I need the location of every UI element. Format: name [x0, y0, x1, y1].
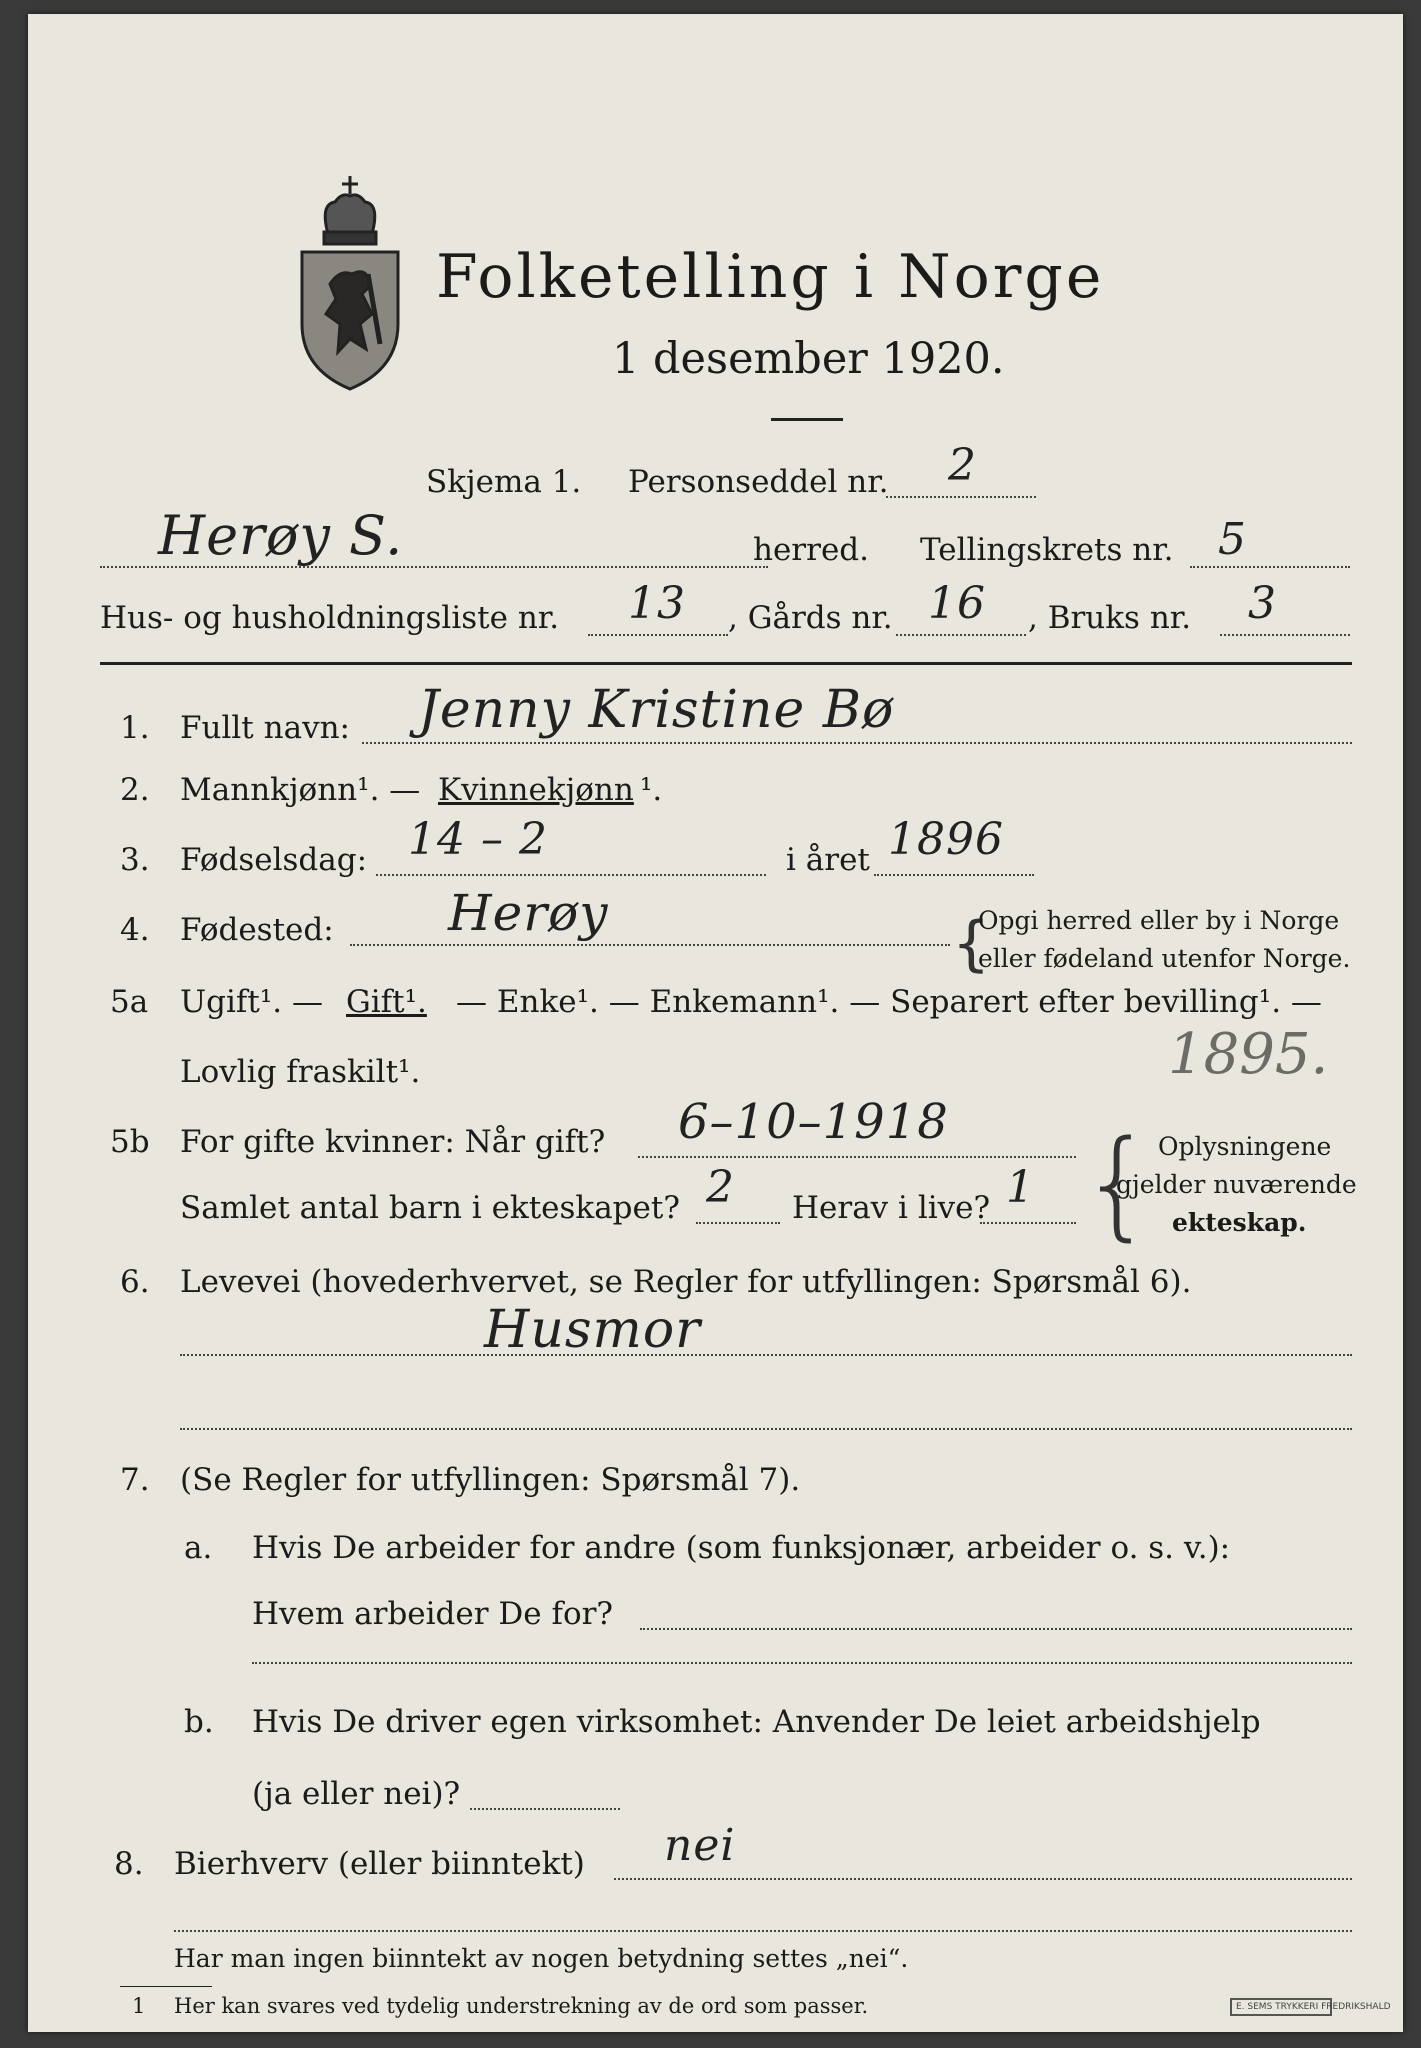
q7b-letter: b. — [184, 1704, 214, 1740]
form-title: Folketelling i Norge — [436, 242, 1105, 312]
q5b-children-line — [696, 1222, 780, 1224]
q5b-alive-line — [980, 1222, 1076, 1224]
q7b-label: Hvis De driver egen virksomhet: Anvender De leiet arbeidshjelp — [252, 1704, 1261, 1740]
q4-label: Fødested: — [180, 912, 334, 948]
q1-value: Jenny Kristine Bø — [418, 680, 895, 740]
husliste-value: 13 — [628, 578, 686, 629]
bruks-label: , Bruks nr. — [1028, 600, 1192, 636]
husliste-label: Hus- og husholdningsliste nr. — [100, 600, 560, 636]
q5a-margin-note: 1895. — [1168, 1022, 1329, 1087]
q4-note-2: eller fødeland utenfor Norge. — [978, 944, 1351, 973]
q5b-children-label: Samlet antal barn i ekteskapet? — [180, 1190, 680, 1226]
q5b-value: 6–10–1918 — [678, 1094, 949, 1150]
q5b-children-value: 2 — [706, 1162, 735, 1213]
q5b-line — [638, 1156, 1076, 1158]
q7-label: (Se Regler for utfyllingen: Spørsmål 7). — [180, 1462, 801, 1498]
q4-note-1: Opgi herred eller by i Norge — [978, 906, 1340, 935]
q6-line-1 — [180, 1354, 1352, 1356]
q5b-brace: { — [1080, 1114, 1156, 1252]
q7b-line2: (ja eller nei)? — [252, 1776, 461, 1812]
form-date: 1 desember 1920. — [612, 334, 1005, 384]
q2-male: Mannkjønn¹. — — [180, 772, 421, 808]
footnote-number: 1 — [132, 1994, 146, 2018]
q6-value: Husmor — [484, 1300, 701, 1360]
q7-number: 7. — [120, 1462, 150, 1498]
herred-label: herred. — [753, 532, 869, 568]
coat-of-arms-icon — [290, 174, 410, 394]
q6-number: 6. — [120, 1264, 150, 1300]
tellingskrets-value: 5 — [1218, 514, 1247, 565]
header-rule — [100, 662, 1352, 665]
q3-year-line — [874, 874, 1034, 876]
q3-year-label: i året — [786, 842, 870, 878]
q4-number: 4. — [120, 912, 150, 948]
q6-label: Levevei (hovederhvervet, se Regler for utfyllingen: Spørsmål 6). — [180, 1264, 1192, 1300]
q8-number: 8. — [114, 1846, 144, 1882]
q2-number: 2. — [120, 772, 150, 808]
q8-label: Bierhverv (eller biinntekt) — [174, 1846, 585, 1882]
q4-value: Herøy — [448, 884, 609, 942]
q5a-number: 5a — [110, 984, 149, 1020]
skjema-label: Skjema 1. — [426, 464, 582, 500]
q3-line — [376, 874, 766, 876]
q8-line-2 — [174, 1930, 1352, 1932]
q5b-number: 5b — [110, 1124, 150, 1160]
q7a-label: Hvis De arbeider for andre (som funksjonær, arbeider o. s. v.): — [252, 1530, 1231, 1566]
q7a-letter: a. — [184, 1530, 213, 1566]
husliste-line — [588, 634, 728, 636]
q1-number: 1. — [120, 710, 150, 746]
personseddel-line — [886, 496, 1036, 498]
title-divider — [771, 418, 843, 421]
q5a-rest: — Enke¹. — Enkemann¹. — Separert efter bevilling¹. — — [456, 984, 1322, 1020]
q7a-line2: Hvem arbeider De for? — [252, 1596, 614, 1632]
q3-year-value: 1896 — [888, 814, 1004, 865]
q2-female-sup: ¹. — [640, 772, 663, 808]
q5b-alive-label: Herav i live? — [792, 1190, 991, 1226]
herred-value: Herøy S. — [158, 504, 404, 567]
personseddel-value: 2 — [948, 440, 977, 491]
gards-line — [896, 634, 1026, 636]
tellingskrets-label: Tellingskrets nr. — [920, 532, 1174, 568]
gards-label: , Gårds nr. — [728, 600, 893, 636]
footnote-text: Her kan svares ved tydelig understrekning av de ord som passer. — [174, 1994, 869, 2018]
q5a-gift-underlined: Gift¹. — [346, 984, 427, 1020]
q7a-line — [640, 1628, 1352, 1630]
q4-brace: { — [952, 909, 991, 979]
q1-line — [362, 742, 1352, 744]
q5a-ugift: Ugift¹. — — [180, 984, 323, 1020]
tellingskrets-line — [1190, 566, 1350, 568]
q5b-note-2: gjelder nuværende — [1116, 1170, 1357, 1199]
q5b-label: For gifte kvinner: Når gift? — [180, 1124, 606, 1160]
q8-value: nei — [664, 1820, 736, 1871]
q7a-line-extra — [252, 1662, 1352, 1664]
gards-value: 16 — [928, 578, 986, 629]
q6-line-2 — [180, 1428, 1352, 1430]
personseddel-label: Personseddel nr. — [628, 464, 889, 500]
q5b-note-3: ekteskap. — [1172, 1208, 1307, 1237]
q4-line — [350, 944, 950, 946]
bruks-value: 3 — [1248, 578, 1277, 629]
footer-note: Har man ingen biinntekt av nogen betydning settes „nei“. — [174, 1944, 909, 1973]
q7b-line — [470, 1808, 620, 1810]
q5a-line2: Lovlig fraskilt¹. — [180, 1054, 421, 1090]
q1-label: Fullt navn: — [180, 710, 350, 746]
q3-number: 3. — [120, 842, 150, 878]
q5b-alive-value: 1 — [1006, 1162, 1035, 1213]
printer-stamp: E. SEMS TRYKKERI FREDRIKSHALD — [1230, 1998, 1332, 2016]
q5b-note-1: Oplysningene — [1158, 1132, 1332, 1161]
bruks-line — [1220, 634, 1350, 636]
q3-label: Fødselsdag: — [180, 842, 368, 878]
q3-value: 14 – 2 — [408, 814, 548, 865]
census-form-page — [28, 14, 1403, 2032]
q8-line — [614, 1878, 1352, 1880]
q2-female-underlined: Kvinnekjønn — [438, 772, 634, 808]
footnote-rule — [120, 1986, 212, 1987]
